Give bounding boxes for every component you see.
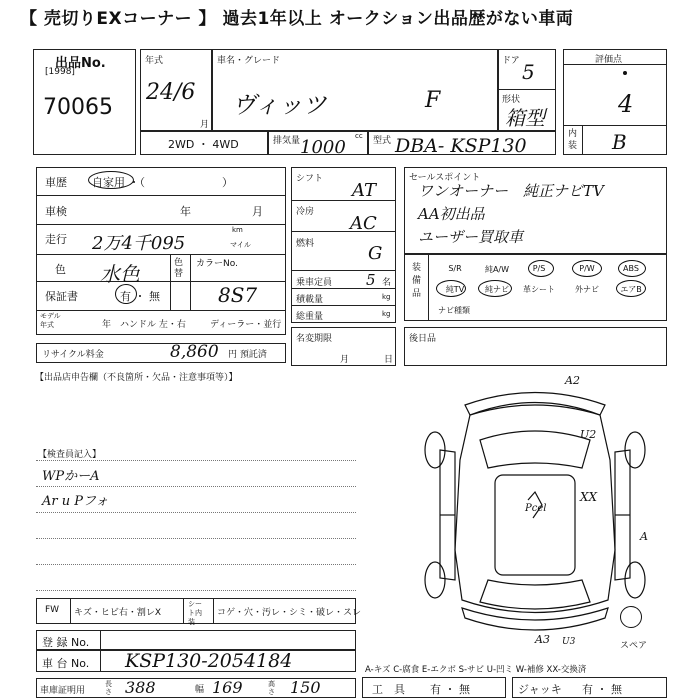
fw-items: キズ・ヒビ右・割レX xyxy=(74,608,161,618)
cert-height-value: 150 xyxy=(290,678,321,697)
capacity-value: 5 xyxy=(366,271,376,289)
interior-value: B xyxy=(612,130,627,154)
mark-right-mid: XX xyxy=(580,490,598,504)
rename-label: 名変期限 xyxy=(296,334,333,344)
equip-aw: 純A/W xyxy=(484,265,510,274)
mileage-unit-km: km xyxy=(232,226,243,234)
car-name-value: ヴィッツ xyxy=(232,91,327,119)
capacity-label: 乗車定員 xyxy=(296,278,333,288)
history-label: 車歴 xyxy=(45,176,67,189)
spare-label: スペア xyxy=(620,641,648,651)
color-no-value: 8S7 xyxy=(218,283,258,307)
ac-value: AC xyxy=(350,213,377,234)
tools-label: 工 具 xyxy=(372,683,405,696)
cert-width-label: 幅 xyxy=(195,685,205,695)
rename-month: 月 xyxy=(340,355,350,365)
year-label: 年式 xyxy=(145,56,164,66)
equip-navi: 純ナビ xyxy=(485,285,509,294)
fw-label: FW xyxy=(45,605,60,615)
chassis-label: 車 台 No. xyxy=(42,657,90,670)
inspector-line-2: Ar u Pフォ xyxy=(42,494,109,509)
mark-bottom: A3 xyxy=(535,633,550,646)
mark-center: Pcel xyxy=(525,503,547,514)
registration-label: 登 録 No. xyxy=(42,636,90,649)
history-value: 自家用 ・（ ） xyxy=(92,176,233,189)
score-value: 4 xyxy=(618,90,634,118)
equip-airbag: エアB xyxy=(620,285,642,294)
doors-value: 5 xyxy=(522,60,535,84)
displacement-value: 1000 xyxy=(300,137,346,158)
model-year-unit: 年 xyxy=(102,320,112,330)
mark-bottom-right: U3 xyxy=(562,637,576,647)
grade-value: F xyxy=(425,88,441,113)
tools-value: 有 ・ 無 xyxy=(430,683,470,696)
dealer-label: ディーラー・並行 xyxy=(210,320,282,330)
inspection-year: 年 xyxy=(180,205,191,218)
model-value: DBA- KSP130 xyxy=(395,135,527,157)
lot-number: 70065 xyxy=(43,95,113,120)
year-value: 24/6 xyxy=(146,80,196,105)
lot-tag: [1998] xyxy=(45,67,75,77)
cert-length-value: 388 xyxy=(125,678,156,697)
after-label: 後日品 xyxy=(409,334,437,344)
fuel-value: G xyxy=(368,243,383,264)
navi-type-label: ナビ種類 xyxy=(438,306,470,315)
color-no-label: カラーNo. xyxy=(196,259,238,269)
mileage-unit-mile: マイル xyxy=(230,241,251,249)
damage-legend: A-キズ C-腐食 E-エクボ S-サビ U-凹ミ W-補修 XX-交換済 xyxy=(365,665,587,675)
warranty-value: 有 ・ 無 xyxy=(120,290,160,303)
shape-label: 形状 xyxy=(502,95,521,105)
weight-unit: kg xyxy=(382,310,391,318)
interior-label: 内装 xyxy=(568,129,578,151)
recycle-label: リサイクル料金 xyxy=(42,350,104,360)
cert-label: 車庫証明用 xyxy=(40,686,86,696)
mileage-label: 走行 xyxy=(45,233,67,246)
displacement-label: 排気量 xyxy=(273,136,301,146)
chassis-value: KSP130-2054184 xyxy=(125,650,293,672)
mark-right-upper: U2 xyxy=(580,428,597,441)
load-unit: kg xyxy=(382,293,391,301)
lot-label: 出品No. xyxy=(55,56,106,71)
equip-pw: P/W xyxy=(579,264,595,273)
equip-abs: ABS xyxy=(623,264,639,273)
cert-width-value: 169 xyxy=(212,678,243,697)
drive-label: 2WD ・ 4WD xyxy=(168,138,239,151)
model-year-label: モデル年式 xyxy=(40,312,61,329)
inspection-month: 月 xyxy=(252,205,263,218)
recycle-value: 8,860 xyxy=(170,342,219,362)
score-label: 評価点 xyxy=(595,55,623,65)
seat-label: シート内装 xyxy=(188,600,202,626)
color-label: 色 xyxy=(55,263,66,276)
equip-ext-navi: 外ナビ xyxy=(575,285,599,294)
mark-top: A2 xyxy=(565,374,580,387)
seat-items: コゲ・穴・汚レ・シミ・破レ・スレ xyxy=(217,608,362,618)
displacement-unit: cc xyxy=(355,132,363,140)
sales-label: セールスポイント xyxy=(409,173,481,183)
equip-tv: 純TV xyxy=(445,285,465,294)
weight-label: 総重量 xyxy=(296,312,324,322)
jack-value: 有 ・ 無 xyxy=(582,683,622,696)
inspection-label: 車検 xyxy=(45,205,67,218)
ac-label: 冷房 xyxy=(296,207,315,217)
after-box xyxy=(404,327,667,366)
sales-line-1: ワンオーナー 純正ナビTV xyxy=(418,182,604,200)
inspector-line-1: WPかーA xyxy=(42,469,100,484)
mark-right-lower: A xyxy=(640,530,648,543)
load-label: 積載量 xyxy=(296,295,324,305)
cert-length-label: 長さ xyxy=(105,680,112,696)
banner-title: 【 売切りEXコーナー 】 過去1年以上 オークション出品歴がない車両 xyxy=(20,9,574,29)
rename-day: 日 xyxy=(384,355,394,365)
cert-height-label: 高さ xyxy=(268,680,275,696)
color-change-label: 色替 xyxy=(174,258,184,279)
doors-label: ドア xyxy=(502,56,520,66)
year-month-char: 月 xyxy=(200,120,210,130)
inspector-label: 【検査員記入】 xyxy=(38,450,102,460)
equip-leather: 革シート xyxy=(523,285,555,294)
equip-ps: P/S xyxy=(532,264,546,273)
color-value: 水色 xyxy=(100,262,140,286)
fuel-label: 燃料 xyxy=(296,239,315,249)
warranty-label: 保証書 xyxy=(45,290,78,303)
declaration-label: 【出品店申告欄（不良箇所・欠品・注意事項等）】 xyxy=(35,373,238,383)
jack-label: ジャッキ xyxy=(518,683,562,696)
sales-line-3: ユーザー買取車 xyxy=(418,228,524,246)
name-label: 車名・グレード xyxy=(217,56,281,66)
car-damage-diagram xyxy=(410,380,660,650)
shift-label: シフト xyxy=(296,174,324,184)
recycle-unit: 円 預託済 xyxy=(228,350,267,360)
mileage-value: 2万4千095 xyxy=(92,233,186,254)
sales-line-2: AA初出品 xyxy=(418,205,485,223)
equip-label: 装備品 xyxy=(412,263,422,299)
handle-label: ハンドル 左・右 xyxy=(120,320,186,330)
equip-sr: S/R xyxy=(448,264,462,273)
capacity-unit: 名 xyxy=(382,278,392,288)
model-label: 型式 xyxy=(373,136,392,146)
shift-value: AT xyxy=(352,180,377,201)
shape-value: 箱型 xyxy=(505,106,545,130)
